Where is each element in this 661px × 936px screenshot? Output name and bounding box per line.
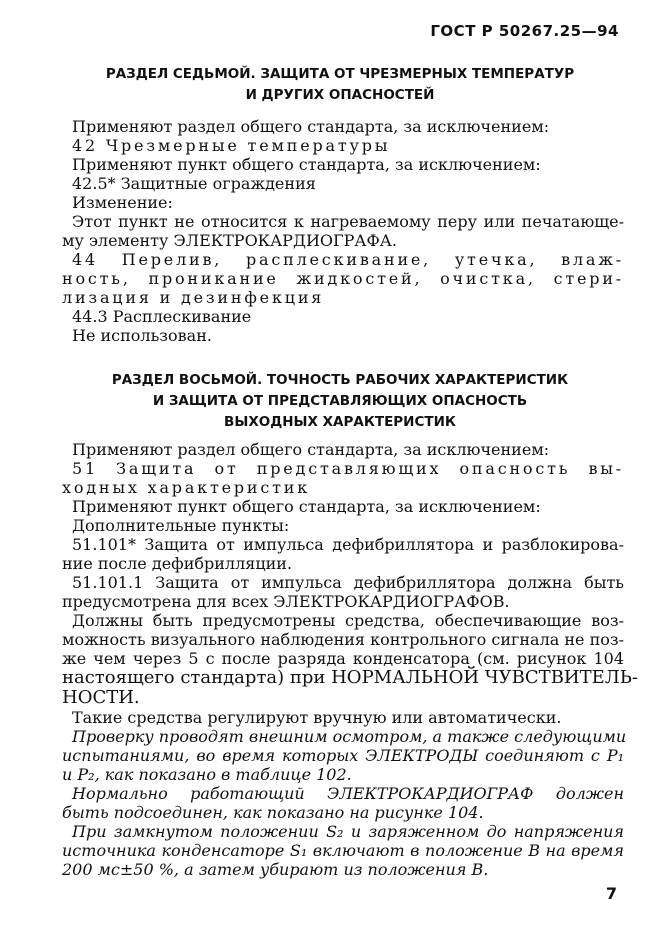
paragraph-line: При замкнутом положении S₂ и заряженном до напряжения: [72, 822, 624, 841]
clause-title: 51.101.1 Защита от импульса дефибриллятора должна быть: [72, 573, 624, 592]
paragraph-line: и P₂, как показано в таблице 102.: [62, 765, 352, 784]
clause-title: 51.101* Защита от импульса дефибриллятора и разблокирова-: [72, 535, 624, 554]
paragraph-line: Этот пункт не относится к нагреваемому перу или печатающе-: [72, 212, 624, 231]
paragraph-line: источника конденсаторе S₁ включают в положение B на время: [62, 841, 624, 860]
clause-title: 42 Чрезмерные температуры: [72, 136, 391, 155]
section-7-heading: [60, 64, 620, 106]
clause-title: 51 Защита от представляющих опасность вы-: [72, 459, 624, 478]
paragraph-line: Дополнительные пункты:: [72, 516, 290, 535]
paragraph-line: Проверку проводят внешним осмотром, а также следующими: [72, 727, 627, 746]
paragraph-line: ние после дефибрилляции.: [62, 554, 293, 573]
paragraph-line: настоящего стандарта) при НОРМАЛЬНОЙ ЧУВСТВИТЕЛЬ-: [62, 667, 638, 688]
paragraph-line: 200 мс±50 %, а затем убирают из положения B.: [62, 860, 489, 879]
clause-title: 44 Перелив, расплескивание, утечка, влаж-: [72, 250, 624, 269]
section-7-title-line-1: РАЗДЕЛ СЕДЬМОЙ. ЗАЩИТА ОТ ЧРЕЗМЕРНЫХ ТЕМПЕРАТУР: [105, 66, 575, 82]
clause-title: ходных характеристик: [62, 478, 311, 497]
paragraph-line: Применяют пункт общего стандарта, за исключением:: [72, 497, 541, 516]
clause-title: ность, проникание жидкостей, очистка, стери-: [62, 269, 624, 288]
clause-title: 42.5* Защитные ограждения: [72, 174, 316, 193]
paragraph-line: Нормально работающий ЭЛЕКТРОКАРДИОГРАФ должен: [72, 784, 624, 803]
section-8-title-line-1: РАЗДЕЛ ВОСЬМОЙ. ТОЧНОСТЬ РАБОЧИХ ХАРАКТЕРИСТИК: [111, 372, 569, 388]
paragraph-line: Должны быть предусмотрены средства, обеспечивающие воз-: [72, 611, 624, 630]
section-8-heading: [60, 370, 620, 433]
paragraph-line: предусмотрена для всех ЭЛЕКТРОКАРДИОГРАФОВ.: [62, 592, 510, 611]
paragraph-line: НОСТИ.: [62, 687, 140, 708]
paragraph-line: Изменение:: [72, 193, 173, 212]
paragraph-line: Применяют пункт общего стандарта, за исключением:: [72, 155, 541, 174]
paragraph-line: быть подсоединен, как показано на рисунке 104.: [62, 803, 484, 822]
document-header: ГОСТ Р 50267.25—94: [430, 22, 619, 40]
paragraph-line: му элементу ЭЛЕКТРОКАРДИОГРАФА.: [62, 231, 397, 250]
paragraph-line: Применяют раздел общего стандарта, за исключением:: [72, 117, 550, 136]
section-8-title-line-2: И ЗАЩИТА ОТ ПРЕДСТАВЛЯЮЩИХ ОПАСНОСТЬ: [152, 393, 528, 409]
paragraph-line: испытаниями, во время которых ЭЛЕКТРОДЫ соединяют с P₁: [62, 746, 624, 765]
clause-title: 44.3 Расплескивание: [72, 307, 252, 326]
page-number: 7: [605, 884, 617, 903]
section-7-title-line-2: И ДРУГИХ ОПАСНОСТЕЙ: [245, 87, 435, 103]
paragraph-line: Применяют раздел общего стандарта, за исключением:: [72, 440, 550, 459]
clause-title: лизация и дезинфекция: [62, 288, 325, 307]
section-8-title-line-3: ВЫХОДНЫХ ХАРАКТЕРИСТИК: [224, 414, 456, 430]
paragraph-line: же чем через 5 с после разряда конденсатора (см. рисунок 104: [62, 649, 624, 668]
paragraph-line: можность визуального наблюдения контрольного сигнала не поз-: [62, 630, 625, 649]
paragraph-line: Такие средства регулируют вручную или автоматически.: [72, 708, 562, 727]
paragraph-line: Не использован.: [72, 326, 212, 345]
